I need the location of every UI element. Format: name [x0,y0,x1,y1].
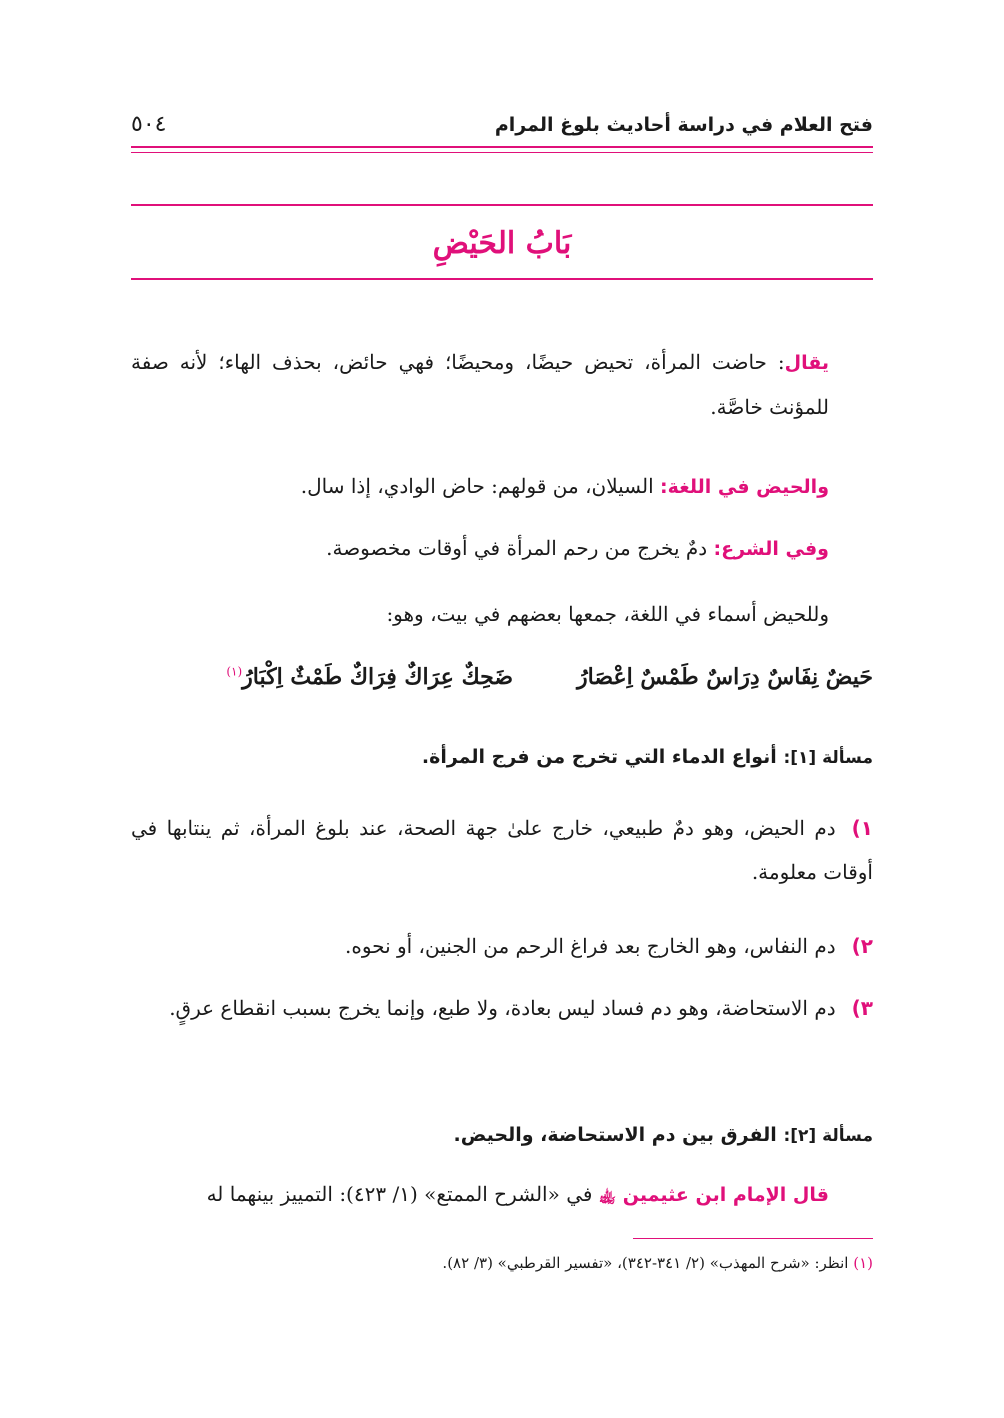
header-rule [131,146,873,148]
page-number: ٥٠٤ [131,112,167,137]
quote-label: قال الإمام ابن عثيمين ﵀ [598,1184,829,1206]
poem-hemistich-2: ضَحِكٌ عِرَاكٌ فِرَاكٌ طَمْثٌ اِكْبَارُ$^{(١)}$ [226,664,513,690]
footnote-number: (١) [853,1254,873,1272]
intro-text: : حاضت المرأة، تحيض حيضًا، ومحيضًا؛ فهي حائض، بحذف الهاء؛ لأنه صفة للمؤنث خاصَّة. [131,350,829,419]
shar-label: وفي الشرع: [713,538,829,560]
quote-text: في «الشرح الممتع» (١/ ٤٢٣): التمييز بينهما له [206,1182,599,1206]
masala-2-heading [131,1124,873,1146]
item-number: ٢) [851,934,873,958]
masala-2-tag: مسألة [٢]: [783,1126,873,1146]
masala-1-title: أنواع الدماء التي تخرج من فرج المرأة. [421,746,784,768]
shar-text: دمٌ يخرج من رحم المرأة في أوقات مخصوصة. [326,536,714,560]
chapter-rule-bottom [131,278,873,280]
lugha-paragraph [131,464,873,509]
footnote-rule [633,1238,873,1239]
chapter-title: بَابُ الحَيْضِ [432,226,572,261]
item-number: ٣) [851,996,873,1020]
chapter-rule-top [131,204,873,206]
masala-1-tag: مسألة [١]: [783,748,873,768]
masala-2-title: الفرق بين دم الاستحاضة، والحيض. [453,1124,784,1146]
page-header [131,112,873,144]
item-text: دم النفاس، وهو الخارج بعد فراغ الرحم من الجنين، أو نحوه. [344,934,836,958]
lugha-label: والحيض في اللغة: [660,476,829,498]
intro-paragraph [131,340,873,429]
list-item [131,924,873,968]
item-text: دم الاستحاضة، وهو دم فساد ليس بعادة، ولا طبع، وإنما يخرج بسبب انقطاع عرقٍ. [169,996,836,1020]
intro-label: يقال [784,352,830,374]
running-title: فتح العلام في دراسة أحاديث بلوغ المرام [494,114,873,136]
lugha-text: السيلان، من قولهم: حاض الوادي، إذا سال. [300,474,661,498]
item-text: دم الحيض، وهو دمٌ طبيعي، خارج علىٰ جهة الصحة، عند بلوغ المرأة، ثم ينتابها في أوقات معلومة. [131,816,873,884]
footnote-text: انظر: «شرح المهذب» (٢/ ٣٤١-٣٤٢)، «تفسير القرطبي» (٣/ ٨٢). [442,1254,854,1272]
footnote [131,1254,873,1272]
names-intro: وللحيض أسماء في اللغة، جمعها بعضهم في بيت، وهو: [386,602,829,626]
quote-paragraph [131,1172,873,1217]
shar-paragraph [131,526,873,571]
poem-hemistich-1: حَيضٌ نِفَاسٌ دِرَاسٌ طَمْسٌ اِعْصَارُ [577,664,873,690]
list-item [131,806,873,894]
item-number: ١) [851,816,873,840]
masala-1-heading [131,746,873,768]
poem-verse [131,664,873,704]
footnote-ref: (١) [226,664,243,679]
list-item [131,986,873,1030]
header-rule-thin [131,152,873,153]
